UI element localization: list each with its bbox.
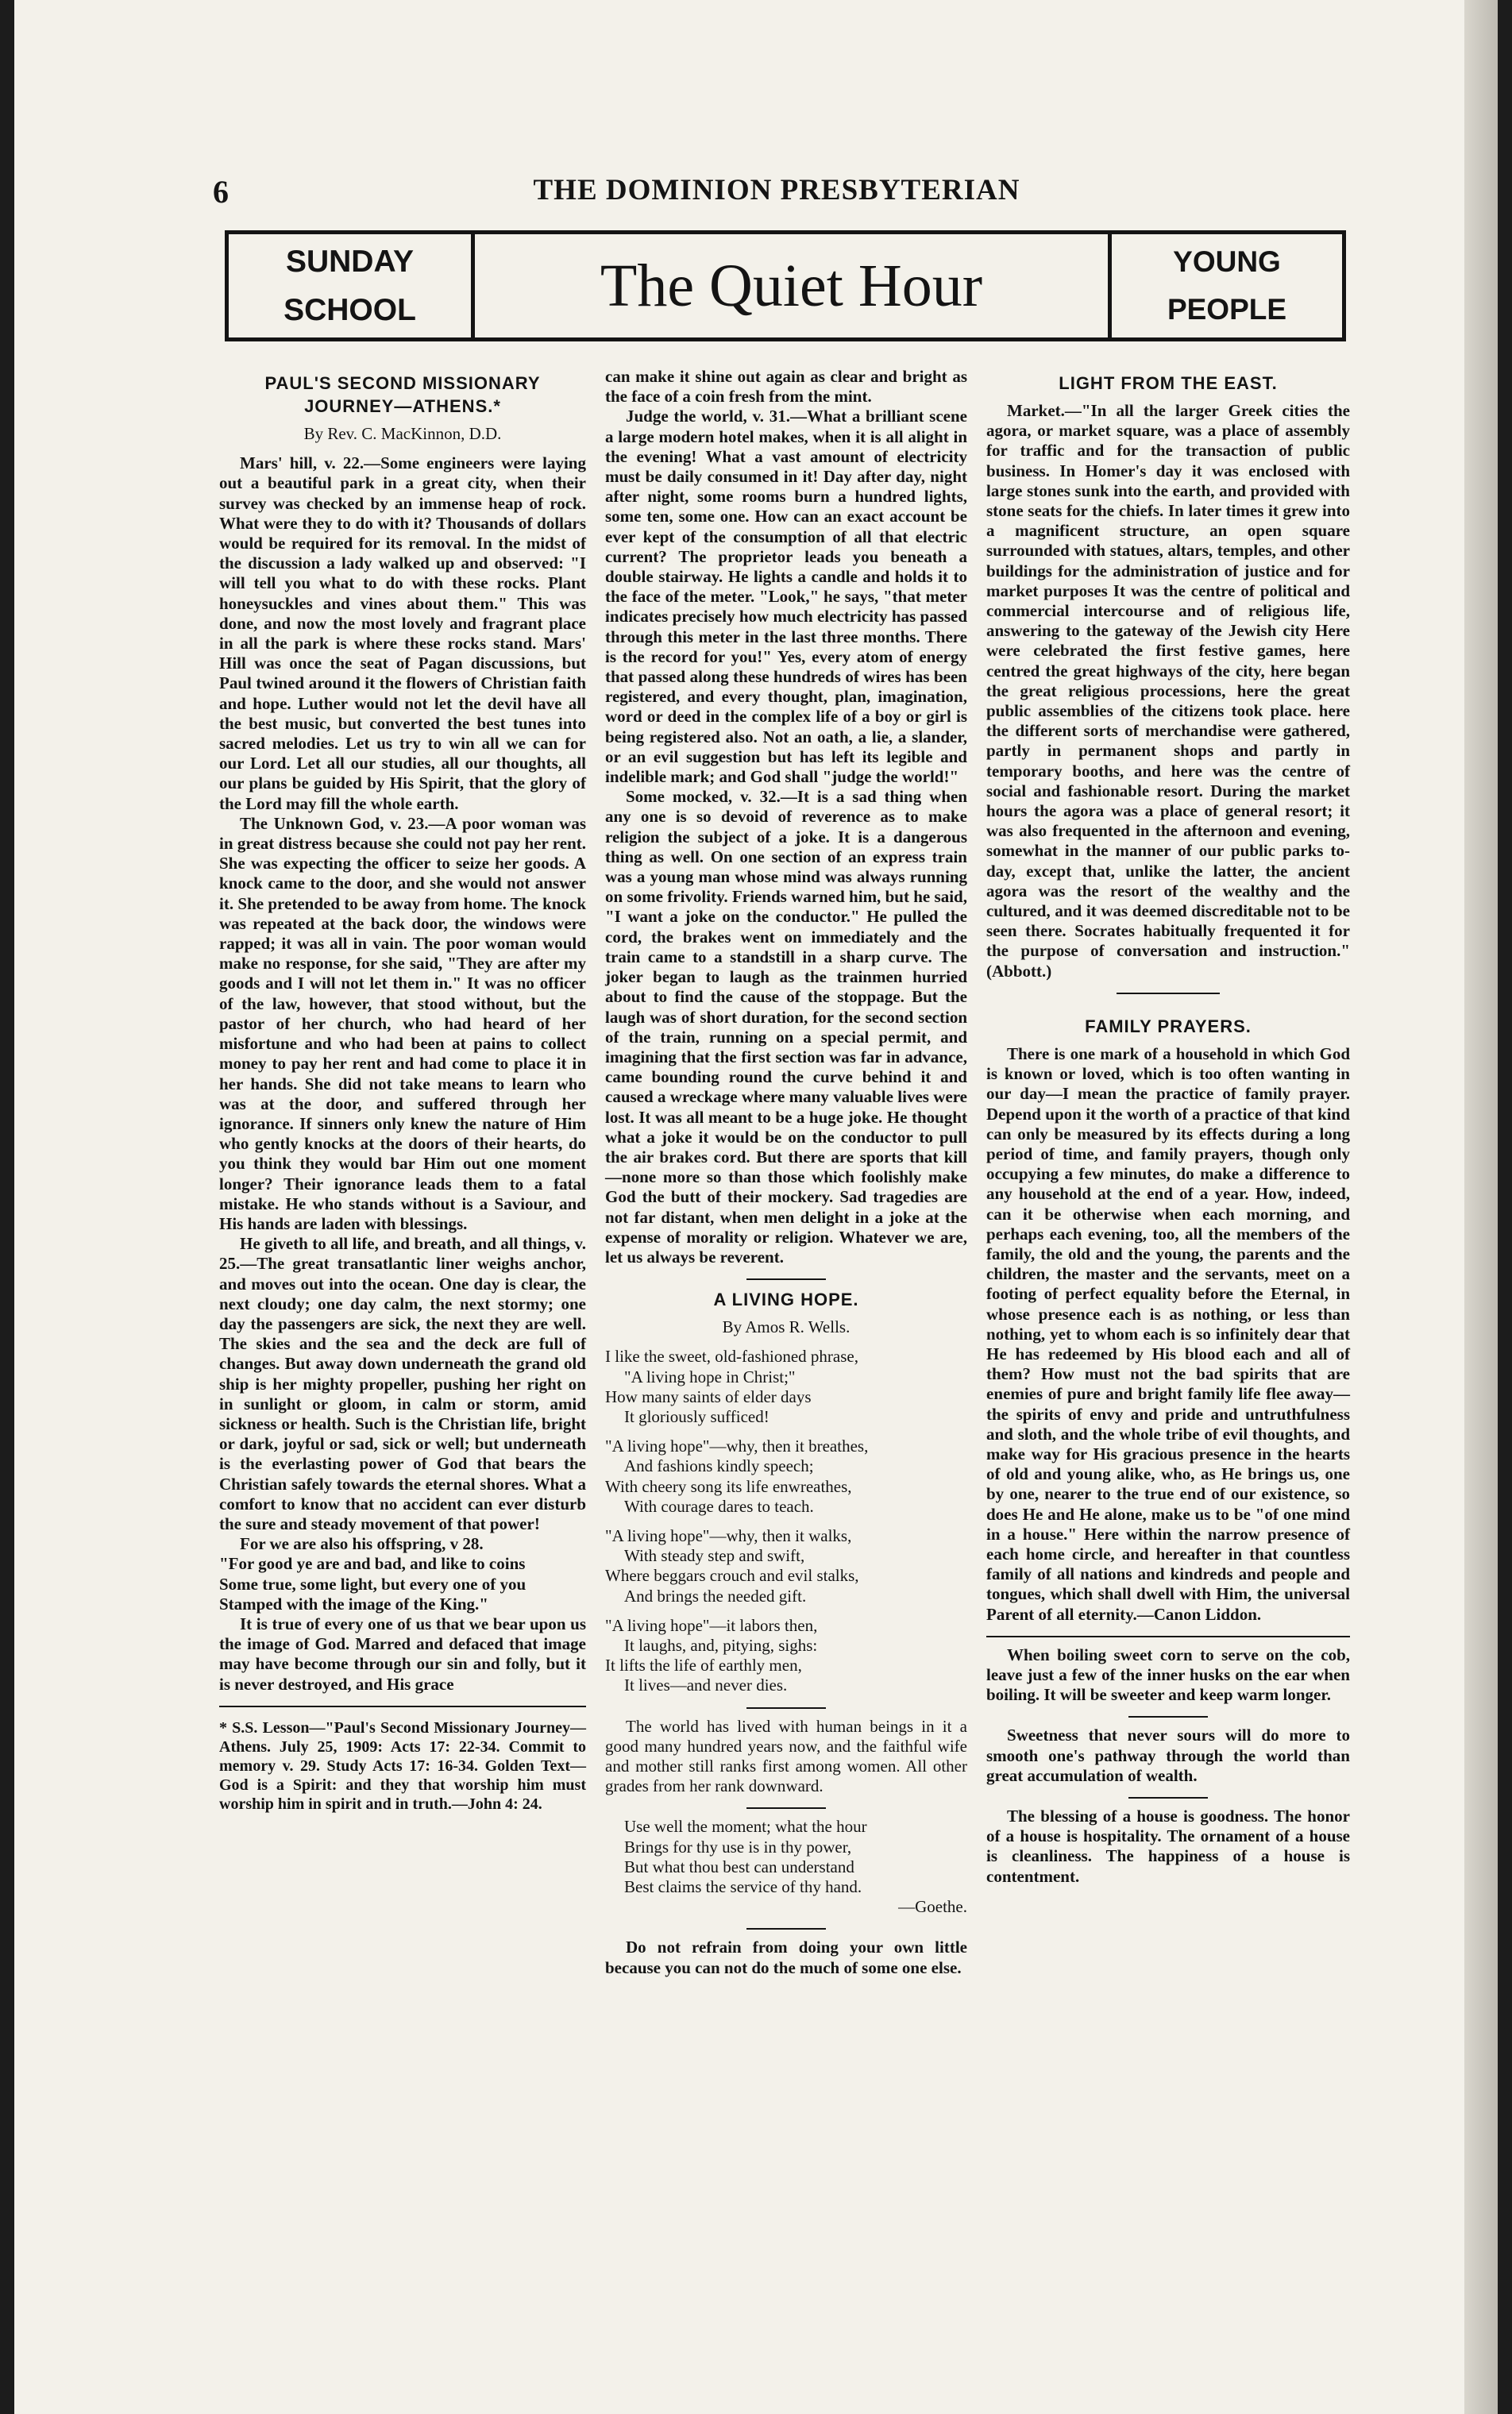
column-2 xyxy=(605,367,967,1978)
paragraph: Sweetness that never sours will do more to smooth one's pathway through the world than great accumulation of wealth. xyxy=(986,1726,1350,1785)
goethe-quote xyxy=(605,1817,967,1917)
divider xyxy=(746,1707,826,1709)
section-heading: LIGHT FROM THE EAST. xyxy=(1059,373,1278,393)
poem-line: Where beggars crouch and evil stalks, xyxy=(605,1566,859,1586)
running-head xyxy=(213,173,1340,213)
banner-right-line-1: YOUNG xyxy=(1173,245,1281,278)
paragraph: Mars' hill, v. 22.—Some engineers were laying out a beautiful park in a great city, when their survey was checked by an immense heap of rock. What were they to do with it? Thousands of dollars would be required for its removal. In the midst of the discussion a lady walked up and observed: "I will tell you what to do with these rocks. Plant honeysuckles and vines about them." This was done, and now the most lovely and fragrant place in all the park is where these rocks stand. Mars' Hill was once the seat of Pagan discussions, but Paul twined around it the flowers of Christian faith and hope. Luther would not let the devil have all the best music, but converted the best tunes into sacred melodies. Let us try to win all we can for our Lord. Let all our studies, all our thoughts, all our plans be guided by His Spirit, that the glory of the Lord may fill the whole earth. xyxy=(219,453,586,813)
poem-line: It lifts the life of earthly men, xyxy=(605,1656,802,1676)
paragraph: Some mocked, v. 32.—It is a sad thing when any one is so devoid of reverence as to make religion the subject of a joke. It is a dangerous thing as well. On one section of an express train was a young man whose mind was always running on some frivolity. Friends warned him, but he said, "I want a joke on the conductor." He pulled the cord, the brakes went on immediately and the train came to a standstill in a sharp curve. The joker began to laugh as the trainmen hurried about to find the cause of the stoppage. But the laugh was of short duration, for the second section of the train, running on a special permit, and imagining that the first section was far in advance, came bounding round the curve behind it and caused a wreckage where many valuable lives were lost. It was all meant to be a huge joke. He thought what a joke it would be on the conductor to pull the air brakes cord. But there are sports that kill—none more so than those which foolishly make God the butt of their mockery. Sad tragedies are not far distant, when men delight in a joke at the expense of morality or religion. Whatever we are, let us always be reverent. xyxy=(605,787,967,1267)
column-1 xyxy=(219,367,586,1814)
paragraph: He giveth to all life, and breath, and all things, v. 25.—The great transatlantic liner weighs anchor, and moves out into the ocean. One day is clear, the next cloudy; one day calm, the next stormy; one day the passengers are sick, the next they are well. The skies and the sea and the deck are full of changes. But away down underneath the grand old ship is her mighty propeller, pushing her right on in sunlight or gloom, in calm or storm, amid sickness or health. Such is the Christian life, bright or dark, joyful or sad, sick or well; but underneath is the everlasting power of God that bears the Christian safely towards the eternal shores. What a comfort to know that no accident can ever disturb the sure and steady movement of that power! xyxy=(219,1234,586,1533)
divider xyxy=(746,1278,826,1280)
poem-line: With cheery song its life enwreathes, xyxy=(605,1476,852,1496)
section-heading: FAMILY PRAYERS. xyxy=(1085,1016,1252,1036)
verse-line: Stamped with the image of the King." xyxy=(219,1594,488,1614)
divider xyxy=(1128,1716,1208,1718)
poem-line: It gloriously sufficed! xyxy=(624,1406,770,1426)
column-3 xyxy=(986,367,1350,1887)
paragraph: The world has lived with human beings in it a good many hundred years now, and the faithful wife and mother still ranks first among women. All other grades from her rank downward. xyxy=(605,1716,967,1796)
paragraph: When boiling sweet corn to serve on the cob, leave just a few of the inner husks on the ear when boiling. It will be sweeter and keep warm longer. xyxy=(986,1645,1350,1705)
poem-line: It laughs, and, pitying, sighs: xyxy=(624,1635,818,1655)
quote-line: But what thou best can understand xyxy=(624,1857,854,1876)
journal-title: THE DOMINION PRESBYTERIAN xyxy=(533,174,1020,206)
banner-right-line-2: PEOPLE xyxy=(1167,293,1287,326)
banner-left-line-2: SCHOOL xyxy=(284,293,416,327)
paragraph: For we are also his offspring, v 28. xyxy=(240,1534,484,1554)
divider xyxy=(986,1636,1350,1637)
quote-line: Brings for thy use is in thy power, xyxy=(624,1837,852,1857)
poem-line: With courage dares to teach. xyxy=(624,1496,814,1516)
article-heading: PAUL'S SECOND MISSIONARY JOURNEY—ATHENS.* xyxy=(264,373,541,416)
divider xyxy=(746,1807,826,1809)
paragraph: The blessing of a house is goodness. The honor of a house is hospitality. The ornament of a house is cleanliness. The happiness of a house is contentment. xyxy=(986,1807,1350,1886)
poem xyxy=(605,1347,967,1695)
poem-line: And fashions kindly speech; xyxy=(624,1456,814,1476)
banner-left-box xyxy=(229,234,475,337)
paragraph: Judge the world, v. 31.—What a brilliant scene a large modern hotel makes, when it is all alight in the evening! What a vast amount of electricity must be daily consumed in it! Day after day, night after night, some rooms burn a hundred lights, some ten, some one. How can an exact account be ever kept of the consumption of all that electric current? The proprietor leads you beneath a double stairway. He lights a candle and holds it to the face of the meter. "Look," he says, "that meter indicates precisely how much electricity has passed through this meter in the last three months. There is the record for you!" Yes, every atom of energy that passed along these hundreds of wires has been registered, and every thought, plan, imagination, word or deed in the complex life of a boy or girl is being registered also. Not an oath, a lie, a slander, or an evil suggestion but has left its legible and indelible mark; and God shall "judge the world!" xyxy=(605,407,967,787)
divider xyxy=(746,1928,826,1930)
paragraph: Do not refrain from doing your own little because you can not do the much of some one else. xyxy=(605,1938,967,1977)
poem-line: "A living hope in Christ;" xyxy=(624,1367,796,1386)
divider xyxy=(219,1706,586,1707)
banner-title: The Quiet Hour xyxy=(600,252,983,319)
paragraph: There is one mark of a household in which God is known or loved, which is too often wanting in our day—I mean the practice of family prayer. Depend upon it the worth of a practice of that kind can only be measured by its effects during a long period of time, and family prayers, though only occupying a few minutes, do make a difference to any household at the end of a year. How, indeed, can it be otherwise when each morning, and perhaps each evening, too, all the members of the family, the old and the young, the parents and the children, the master and the servants, meet on a footing of perfect equality before the Eternal, in whose presence each is as nothing, or less than nothing, yet to whom each is so infinitely dear that He has redeemed by His blood each and all of them? How must not the bad spirits that are enemies of pure and bright family life flee away—the spirits of envy and pride and untruthfulness and sloth, and the whole tribe of evil thoughts, and make way for His gracious presence in the hearts of old and young alike, who, as He brings us, one by one, nearer to the true end of our existence, so does He and He alone, make us to be "of one mind in a house." Here within the narrow presence of each home circle, and hereafter in that countless family of all nations and kindreds and people and tongues, which shall dwell with Him, the universal Parent of all eternity.—Canon Liddon. xyxy=(986,1043,1350,1624)
paragraph: It is true of every one of us that we bear upon us the image of God. Marred and defaced that image may have become through our sin and folly, but it is never destroyed, and His grace xyxy=(219,1614,586,1694)
divider xyxy=(1117,993,1220,994)
verse-line: "For good ye are and bad, and like to coins xyxy=(219,1554,526,1574)
poem-line: "A living hope"—why, then it walks, xyxy=(605,1525,852,1545)
poem-byline: By Amos R. Wells. xyxy=(722,1317,850,1337)
page-number: 6 xyxy=(213,174,229,210)
verse-line: Some true, some light, but every one of you xyxy=(219,1574,526,1594)
paragraph: Market.—"In all the larger Greek cities the agora, or market square, was a place of assembly for traffic and for the transaction of public business. In Homer's day it was enclosed with large stones sunk into the earth, and provided with stone seats for the chiefs. In later times it grew into a magnificent structure, an open square surrounded with statues, altars, temples, and other buildings for the administration of justice and for market purposes It was the centre of political and commercial intercourse and of religious life, answering to the gateway of the Jewish city Here were celebrated the first festive games, here centred the great highways of the city, here began the great religious processions, here the great public assemblies of the citizens took place. here the different sorts of merchandise were gathered, partly in permanent shops and partly in temporary booths, and here was the centre of social and fashionable resort. During the market hours the agora was a place of general resort; it was also frequented in the afternoon and evening, somewhat in the manner of our public parks to-day, except that, unlike the latter, the ancient agora was the resort of the wealthy and the cultured, and it was deemed discreditable not to be seen there. Socrates habitually frequented it for the purpose of conversation and instruction." (Abbott.) xyxy=(986,401,1350,981)
poem-line: And brings the needed gift. xyxy=(624,1586,807,1606)
paragraph: can make it shine out again as clear and bright as the face of a coin fresh from the mint. xyxy=(605,367,967,407)
section-banner xyxy=(225,230,1346,341)
poem-line: I like the sweet, old-fashioned phrase, xyxy=(605,1347,858,1367)
poem-line: It lives—and never dies. xyxy=(624,1676,788,1695)
banner-right-box xyxy=(1108,234,1342,337)
divider xyxy=(1128,1797,1208,1799)
lesson-footnote: * S.S. Lesson—"Paul's Second Missionary Journey—Athens. July 25, 1909: Acts 17: 22-34. Commit to memory v. 29. Study Acts 17: 16-34. Golden Text—God is a Spirit: and they that worship him must worship him in spirit and in truth.—John 4: 24. xyxy=(219,1718,586,1813)
banner-left-line-1: SUNDAY xyxy=(285,245,415,279)
paragraph: The Unknown God, v. 23.—A poor woman was in great distress because she could not pay her rent. She was expecting the officer to seize her goods. A knock came to the door, and she would not answer it. She pretended to be away from home. The knock was repeated at the back door, the windows were rapped; it was all in vain. The poor woman would make no response, for she said, "They are after my goods and I will not let them in." It was no officer of the law, however, that stood without, but the pastor of her church, who had heard of her misfortune and who had been at pains to collect money to pay her rent and had come to place it in her hands. She did not take means to learn who was at the door, and suffered through her ignorance. If sinners only knew the nature of Him who gently knocks at the doors of their hearts, do you think they would bar Him out one moment longer? Their ignorance leads them to a fatal mistake. He who stands without is a Saviour, and His hands are laden with blessings. xyxy=(219,813,586,1233)
poem-line: "A living hope"—why, then it breathes, xyxy=(605,1436,869,1456)
poem-line: "A living hope"—it labors then, xyxy=(605,1615,818,1635)
poem-heading: A LIVING HOPE. xyxy=(713,1290,859,1310)
poem-line: With steady step and swift, xyxy=(624,1546,805,1566)
page-edge-shadow xyxy=(1464,0,1498,2414)
quote-line: Best claims the service of thy hand. xyxy=(624,1877,862,1897)
poem-line: How many saints of elder days xyxy=(605,1386,812,1406)
quote-line: Use well the moment; what the hour xyxy=(624,1817,867,1837)
article-byline: By Rev. C. MacKinnon, D.D. xyxy=(303,424,502,443)
quote-attribution: —Goethe. xyxy=(898,1897,967,1917)
